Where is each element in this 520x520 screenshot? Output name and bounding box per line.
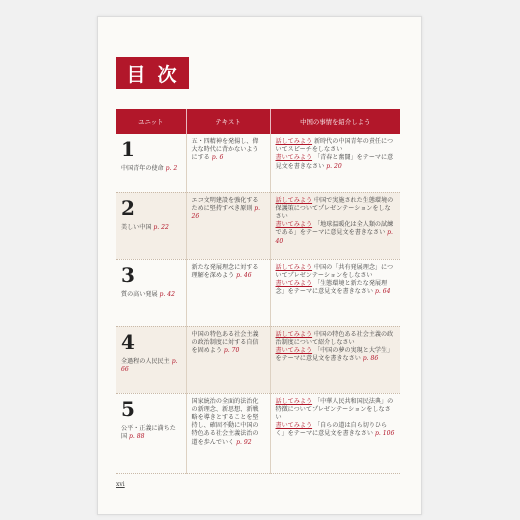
topic-speak xyxy=(276,138,396,154)
table-row xyxy=(116,393,400,473)
topic-write xyxy=(276,221,396,246)
write-text: 「地球温暖化は全人類の試練である」をテーマに意見文を書きなさい xyxy=(275,221,394,237)
book-page xyxy=(97,16,422,515)
page-title: 目次 xyxy=(116,57,189,89)
speak-text: 新時代の中国青年の責任についてスピーチをしなさい xyxy=(275,138,394,154)
topics-cell xyxy=(270,326,400,393)
page-number: xvi xyxy=(116,481,125,488)
text-cell xyxy=(186,259,270,326)
write-tag: 書いてみよう xyxy=(275,346,313,354)
text-page-link[interactable]: p. 6 xyxy=(211,154,224,162)
unit-page-link[interactable]: p. 42 xyxy=(159,290,176,298)
speak-text: 中国で実施された生態環境の保護策についてプレゼンテーションをしなさい xyxy=(275,196,394,220)
text-cell xyxy=(186,393,270,473)
topic-speak xyxy=(276,331,396,347)
topic-speak xyxy=(276,398,396,423)
text-title: 五・四精神を発揚し、偉大な時代に背かないようにする xyxy=(191,138,259,162)
text-title: 新たな発展理念に対する理解を深めよう xyxy=(191,263,259,279)
text-title: 国家統治の全面的法治化の新理念、新思想、新戦略を導きとすることを堅持し、確固不動に中国の特色ある社会主義法治の道を歩んでいく xyxy=(191,397,259,446)
speak-tag: 話してみよう xyxy=(275,138,313,145)
topic-speak xyxy=(276,264,396,280)
topic-page-link[interactable]: p. 40 xyxy=(275,229,393,245)
header-text: テキスト xyxy=(186,109,270,134)
speak-text: 「中華人民共和国民法典」の特徴についてプレゼンテーションをしなさい xyxy=(275,397,394,421)
unit-number: 1 xyxy=(121,137,135,161)
unit-cell xyxy=(116,192,186,259)
speak-tag: 話してみよう xyxy=(275,196,313,204)
unit-cell xyxy=(116,259,186,326)
text-cell xyxy=(186,134,270,192)
contents-table xyxy=(116,109,400,474)
table-row xyxy=(116,134,400,192)
unit-title: 質の高い発展 xyxy=(121,290,158,298)
topics-cell xyxy=(270,192,400,259)
topic-page-link[interactable]: p. 20 xyxy=(326,162,342,170)
table-header-row xyxy=(116,109,400,134)
unit-title: 公平・正義に満ちた国 xyxy=(121,424,176,440)
unit-title: 中国青年の使命 xyxy=(121,165,164,172)
table-row xyxy=(116,192,400,259)
unit-page-link[interactable]: p. 88 xyxy=(129,432,145,440)
write-text: 「中国の夢の実現と大学生」をテーマに意見文を書きなさい xyxy=(275,346,394,363)
write-text: 「青春と奮闘」をテーマに意見文を書きなさい xyxy=(275,154,394,170)
speak-tag: 話してみよう xyxy=(275,263,313,271)
header-unit: ユニット xyxy=(116,109,186,134)
write-text: 「生態環境と新たな発展理念」をテーマに意見文を書きなさい xyxy=(275,279,388,296)
unit-number: 3 xyxy=(121,262,135,287)
topic-write xyxy=(276,422,396,438)
speak-tag: 話してみよう xyxy=(275,330,313,338)
write-tag: 書いてみよう xyxy=(275,422,313,430)
write-text: 「自らの道は自ら切りひらく」をテーマに意見文を書きなさい xyxy=(275,422,388,438)
speak-tag: 話してみよう xyxy=(275,397,313,405)
unit-number: 4 xyxy=(121,329,135,354)
table-row xyxy=(116,326,400,393)
topic-write xyxy=(276,154,396,170)
unit-number: 5 xyxy=(121,396,135,421)
unit-cell xyxy=(116,393,186,473)
unit-title: 全過程の人民民主 xyxy=(121,357,170,365)
topic-speak xyxy=(276,197,396,222)
speak-text: 中国の「共有発展理念」についてプレゼンテーションをしなさい xyxy=(275,263,394,279)
unit-cell xyxy=(116,134,186,192)
text-title: エコ文明建設を強化するために堅持すべき原則 xyxy=(191,196,259,212)
unit-page-link[interactable]: p. 22 xyxy=(153,223,169,231)
unit-number: 2 xyxy=(121,195,135,220)
unit-cell xyxy=(116,326,186,393)
write-tag: 書いてみよう xyxy=(275,221,313,229)
text-cell xyxy=(186,326,270,393)
text-title: 中国の特色ある社会主義の政治制度に対する自信を固めよう xyxy=(191,330,259,354)
speak-text: 中国の特色ある社会主義の政治制度について紹介しなさい xyxy=(275,330,394,346)
write-tag: 書いてみよう xyxy=(275,279,313,287)
topic-write xyxy=(276,280,396,296)
header-topics: 中国の事情を紹介しよう xyxy=(270,109,400,134)
write-tag: 書いてみよう xyxy=(275,154,313,162)
text-page-link[interactable]: p. 46 xyxy=(236,271,252,279)
topics-cell xyxy=(270,259,400,326)
topic-page-link[interactable]: p. 64 xyxy=(374,288,391,296)
text-page-link[interactable]: p. 70 xyxy=(223,346,240,354)
text-cell xyxy=(186,192,270,259)
unit-title: 美しい中国 xyxy=(121,223,152,231)
topics-cell xyxy=(270,393,400,473)
topic-write xyxy=(276,347,396,363)
unit-page-link[interactable]: p. 2 xyxy=(165,165,178,172)
unit-page-link[interactable]: p. 66 xyxy=(121,357,178,373)
text-page-link[interactable]: p. 92 xyxy=(236,438,252,446)
topics-cell xyxy=(270,134,400,192)
topic-page-link[interactable]: p. 106 xyxy=(374,430,395,438)
text-page-link[interactable]: p. 26 xyxy=(191,204,261,220)
topic-page-link[interactable]: p. 86 xyxy=(362,355,379,363)
table-row xyxy=(116,259,400,326)
